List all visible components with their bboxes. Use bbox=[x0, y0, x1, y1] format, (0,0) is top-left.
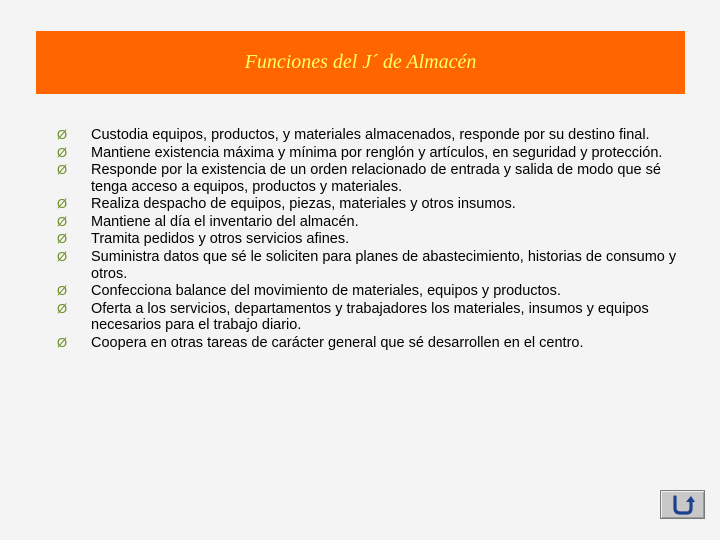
list-item-text: Responde por la existencia de un orden relacionado de entrada y salida de modo que sé tenga acceso a equipos, productos y materiales. bbox=[91, 162, 661, 195]
list-item-text: Oferta a los servicios, departamentos y trabajadores los materiales, insumos y equipos necesarios para el trabajo diario. bbox=[91, 300, 649, 334]
arrow-bullet-icon: Ø bbox=[57, 127, 68, 142]
return-arrow-icon bbox=[670, 494, 696, 516]
list-item-text: Suministra datos que sé le soliciten para planes de abastecimiento, historias de consumo y otros. bbox=[91, 249, 677, 282]
list-item bbox=[57, 162, 677, 195]
list-item bbox=[57, 196, 677, 213]
arrow-bullet-icon: Ø bbox=[57, 144, 68, 160]
arrow-bullet-icon: Ø bbox=[57, 334, 68, 350]
list-item bbox=[57, 231, 677, 248]
return-button[interactable] bbox=[660, 490, 705, 519]
list-item-text: Confecciona balance del movimiento de materiales, equipos y productos. bbox=[91, 283, 561, 300]
slide-title: Funciones del J´ de Almacén bbox=[244, 51, 477, 73]
list-item bbox=[57, 249, 677, 282]
list-item bbox=[57, 214, 677, 231]
functions-list bbox=[57, 127, 677, 352]
list-item-text: Custodia equipos, productos, y materiales almacenados, responde por su destino final. bbox=[91, 127, 650, 143]
arrow-bullet-icon: Ø bbox=[57, 162, 68, 178]
title-bar bbox=[36, 31, 685, 94]
list-item bbox=[57, 283, 677, 300]
arrow-bullet-icon: Ø bbox=[57, 249, 68, 265]
arrow-bullet-icon: Ø bbox=[57, 196, 68, 212]
list-item-text: Coopera en otras tareas de carácter general que sé desarrollen en el centro. bbox=[91, 334, 584, 351]
list-item-text: Mantiene al día el inventario del almacén. bbox=[91, 213, 359, 230]
list-item bbox=[57, 301, 677, 334]
arrow-bullet-icon: Ø bbox=[57, 300, 68, 316]
arrow-bullet-icon: Ø bbox=[57, 231, 68, 247]
list-item bbox=[57, 145, 677, 162]
arrow-bullet-icon: Ø bbox=[57, 213, 68, 229]
list-item-text: Realiza despacho de equipos, piezas, materiales y otros insumos. bbox=[91, 196, 516, 213]
list-item-text: Tramita pedidos y otros servicios afines. bbox=[91, 231, 350, 248]
list-item bbox=[57, 335, 677, 352]
list-item-text: Mantiene existencia máxima y mínima por renglón y artículos, en seguridad y protección. bbox=[91, 144, 663, 161]
list-item bbox=[57, 127, 677, 144]
arrow-bullet-icon: Ø bbox=[57, 283, 68, 299]
